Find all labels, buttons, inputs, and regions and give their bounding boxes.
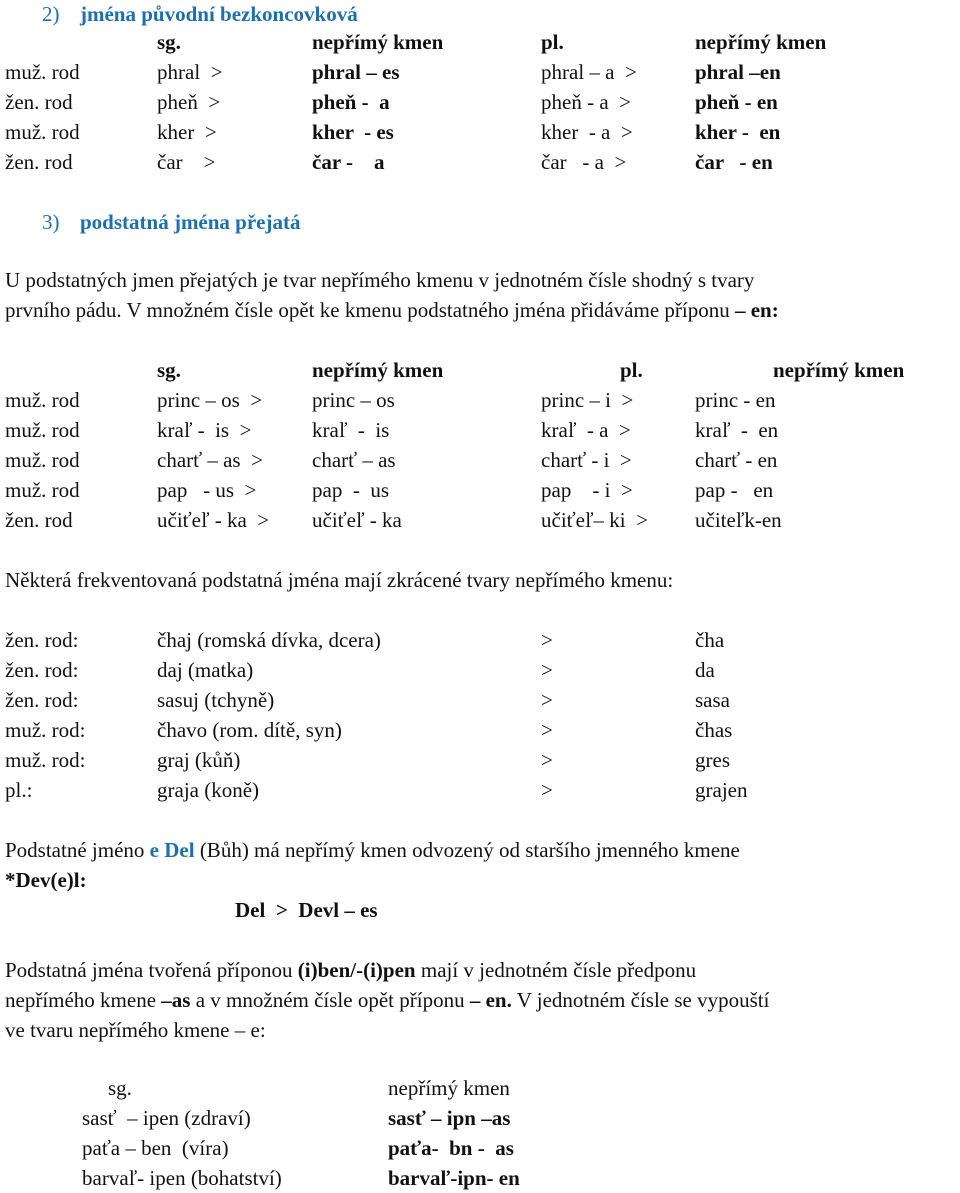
word: sasuj (tchyně) [157,688,275,712]
table-row [0,148,960,176]
sg-form: čar > [157,150,216,174]
del-example [0,896,960,924]
indirect-pl: princ - en [695,388,776,412]
gender: muž. rod [5,120,80,144]
pl-form: pap - i > [541,478,633,502]
table-row [0,506,960,534]
pl-form: učiťeľ– ki > [541,508,648,532]
iben-suffix: (i)ben/-(i)pen [297,958,416,982]
del-word: e Del [149,838,195,862]
pl-form: phral – a > [541,60,637,84]
pl-form: čar - a > [541,150,627,174]
table-row [0,58,960,86]
gender: muž. rod [5,478,80,502]
del-text [5,836,740,864]
sg-form: barvaľ- ipen (bohatství) [82,1166,282,1190]
arrow: > [541,778,553,802]
indirect-sg: kraľ - is [312,418,390,442]
iben-text-part: a v množném čísle opět příponu [190,988,470,1012]
gender: muž. rod [5,60,80,84]
section-3-number: 3) [42,210,60,234]
gender: muž. rod: [5,718,86,742]
list-item [0,656,960,684]
sg-form: kraľ - is > [157,418,252,442]
gender: muž. rod [5,418,80,442]
arrow: > [541,688,553,712]
gender: žen. rod [5,90,73,114]
del-paragraph-line-2 [0,866,960,894]
section-3-intro-line-1 [0,266,960,294]
indirect-pl: kraľ - en [695,418,779,442]
gender: žen. rod [5,150,73,174]
del-text-part: Podstatné jméno [5,838,150,862]
result: grajen [695,778,748,802]
sg-form: učiťeľ - ka > [157,508,270,532]
iben-text-part: V jednotném čísle se vypouští [511,988,770,1012]
indirect-sg: kher - es [312,120,394,144]
section-3-header-row [0,356,960,384]
sg-form: pheň > [157,90,221,114]
iben-paragraph-line-2 [0,986,960,1014]
iben-header-row [0,1074,960,1102]
short-forms-intro [0,566,960,594]
sg-form: phral > [157,60,223,84]
gender: žen. rod: [5,688,79,712]
gender: muž. rod [5,388,80,412]
iben-paragraph-line-1 [0,956,960,984]
list-item [0,686,960,714]
gender: žen. rod [5,508,73,532]
table-row [0,1164,960,1192]
iben-text: ve tvaru nepřímého kmene – e: [5,1018,266,1042]
col-indirect: nepřímý kmen [388,1076,510,1100]
intro-text: U podstatných jmen přejatých je tvar nepřímého kmenu v jednotném čísle shodný s tvary [5,268,755,292]
gender: pl.: [5,778,33,802]
section-2-heading [0,0,960,28]
gender: muž. rod: [5,748,86,772]
section-2-number: 2) [42,2,60,26]
col-indirect-pl: nepřímý kmen [773,358,905,382]
word: čhavo (rom. dítě, syn) [157,718,342,742]
indirect-pl: učiteľk-en [695,508,782,532]
arrow: > [541,748,553,772]
table-row [0,446,960,474]
col-indirect-sg: nepřímý kmen [312,358,444,382]
table-row [0,416,960,444]
result: čha [695,628,725,652]
intro-text [5,298,779,322]
pl-form: princ – i > [541,388,634,412]
list-item [0,776,960,804]
word: čhaj (romská dívka, dcera) [157,628,381,652]
section-2-title: jména původní bezkoncovková [80,2,358,26]
gender: muž. rod [5,448,80,472]
list-item [0,746,960,774]
col-sg: sg. [157,358,181,382]
indirect-sg: čar - a [312,150,385,174]
col-indirect-sg: nepřímý kmen [312,30,444,54]
result: gres [695,748,730,772]
result: da [695,658,715,682]
iben-text-part: mají v jednotném čísle předponu [415,958,697,982]
section-3-title: podstatná jména přejatá [80,210,301,234]
pl-form: kraľ - a > [541,418,631,442]
iben-suffix: –as [161,988,191,1012]
col-sg: sg. [157,30,181,54]
indirect-pl: charť - en [695,448,778,472]
indirect-form: paťa- bn - as [388,1136,514,1160]
iben-text-part: Podstatná jména tvořená příponou [5,958,298,982]
col-pl: pl. [620,358,643,382]
result: čhas [695,718,733,742]
table-row [0,118,960,146]
gender: žen. rod: [5,658,79,682]
sg-form: kher > [157,120,217,144]
sg-form: princ – os > [157,388,263,412]
col-sg: sg. [108,1076,132,1100]
sg-form: paťa – ben (víra) [82,1136,229,1160]
indirect-pl: phral –en [695,60,781,84]
indirect-pl: čar - en [695,150,773,174]
result: sasa [695,688,730,712]
table-row [0,476,960,504]
indirect-sg: pap - us [312,478,389,502]
arrow: > [541,658,553,682]
arrow: > [541,718,553,742]
table-row [0,88,960,116]
intro-text: Některá frekventovaná podstatná jména mají zkrácené tvary nepřímého kmenu: [5,568,674,592]
col-pl: pl. [541,30,564,54]
col-indirect-pl: nepřímý kmen [695,30,827,54]
list-item [0,716,960,744]
iben-paragraph-line-3 [0,1016,960,1044]
word: graja (koně) [157,778,260,802]
pl-form: pheň - a > [541,90,631,114]
word: daj (matka) [157,658,254,682]
iben-text [5,956,696,984]
iben-text-part: nepřímého kmene [5,988,162,1012]
iben-text [5,986,769,1014]
sg-form: pap - us > [157,478,257,502]
del-example-text: Del > Devl – es [235,898,378,922]
list-item [0,626,960,654]
indirect-sg: pheň - a [312,90,390,114]
section-3-heading [0,208,960,236]
del-stem: *Dev(e)l: [5,868,87,892]
indirect-sg: princ – os [312,388,395,412]
section-2-header-row [0,28,960,56]
indirect-form: barvaľ-ipn- en [388,1166,520,1190]
indirect-pl: kher - en [695,120,781,144]
word: graj (kůň) [157,748,241,772]
table-row [0,1134,960,1162]
indirect-sg: charť – as [312,448,396,472]
intro-text-part: prvního pádu. V množném čísle opět ke kmenu podstatného jména přidáváme příponu [5,298,735,322]
indirect-form: sasť – ipn –as [388,1106,511,1130]
gender: žen. rod: [5,628,79,652]
intro-suffix: – en: [734,298,779,322]
sg-form: charť – as > [157,448,263,472]
table-row [0,1104,960,1132]
arrow: > [541,628,553,652]
del-text-part: (Bůh) má nepřímý kmen odvozený od staršího jmenného kmene [194,838,740,862]
iben-suffix: – en. [469,988,512,1012]
pl-form: charť - i > [541,448,632,472]
indirect-sg: phral – es [312,60,400,84]
pl-form: kher - a > [541,120,633,144]
sg-form: sasť – ipen (zdraví) [82,1106,251,1130]
del-paragraph-line-1 [0,836,960,864]
table-row [0,386,960,414]
section-3-intro-line-2 [0,296,960,324]
indirect-pl: pheň - en [695,90,778,114]
indirect-sg: učiťeľ - ka [312,508,402,532]
indirect-pl: pap - en [695,478,774,502]
